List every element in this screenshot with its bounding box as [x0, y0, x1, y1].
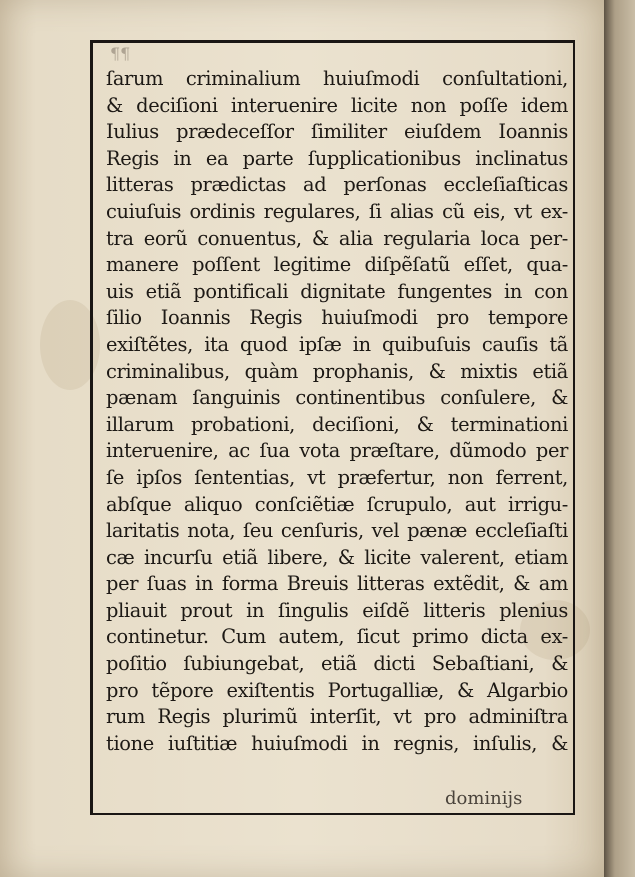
body-text	[106, 66, 568, 757]
text-line: pliauit prout in ſingulis eiſdẽ litteris plenius	[106, 598, 568, 622]
text-line: continetur. Cum autem, ſicut primo dicta ex-	[106, 625, 568, 649]
text-line: laritatis nota, ſeu cenſuris, vel pænæ eccleſiaſti	[106, 519, 568, 543]
text-line: poſitio ſubiungebat, etiã dicti Sebaſtiani, &	[106, 652, 568, 676]
ornament-mark: ¶¶	[110, 44, 131, 63]
text-line: exiſtẽtes, ita quod ipſæ in quibuſuis cauſis tã	[106, 332, 568, 356]
text-line: litteras prædictas ad perſonas eccleſiaſticas	[106, 173, 568, 197]
text-line: Regis in ea parte ſupplicationibus inclinatus	[106, 146, 568, 170]
text-line: Iulius prædeceſſor ſimiliter eiuſdem Ioannis	[106, 120, 568, 144]
text-line: illarum probationi, deciſioni, & terminationi	[106, 412, 568, 436]
text-line: rum Regis plurimũ interſit, vt pro adminiſtra	[106, 705, 568, 729]
text-line: & deciſioni interuenire licite non poſſe idem	[106, 93, 568, 117]
text-line: ſe ipſos ſententias, vt præfertur, non ferrent,	[106, 465, 568, 489]
text-line: ſilio Ioannis Regis huiuſmodi pro tempore	[106, 306, 568, 330]
adjacent-page-edge	[604, 0, 635, 877]
text-line: tione iuſtitiæ huiuſmodi in regnis, inſulis, &	[106, 731, 568, 755]
text-line: manere poſſent legitime diſpẽſatũ eſſet, qua-	[106, 253, 568, 277]
text-line: criminalibus, quàm prophanis, & mixtis etiã	[106, 359, 568, 383]
text-line: uis etiã pontificali dignitate fungentes in con	[106, 279, 568, 303]
text-line: ſarum criminalium huiuſmodi conſultationi,	[106, 67, 568, 90]
text-line: pro tẽpore exiſtentis Portugalliæ, & Algarbio	[106, 678, 568, 702]
text-line: per ſuas in forma Breuis litteras extẽdit, & am	[106, 572, 568, 596]
text-line: cuiuſuis ordinis regulares, ſi alias cũ eis, vt ex-	[106, 199, 568, 223]
catchword: dominijs	[445, 788, 523, 809]
text-line: tra eorũ conuentus, & alia regularia loca per-	[106, 226, 568, 250]
text-line: cæ incurſu etiã libere, & licite valerent, etiam	[106, 545, 568, 569]
text-line: interuenire, ac ſua vota præſtare, dũmodo per	[106, 439, 568, 463]
text-line: abſque aliquo conſciẽtiæ ſcrupulo, aut irrigu-	[106, 492, 568, 516]
text-line: pænam ſanguinis continentibus conſulere, &	[106, 386, 568, 410]
